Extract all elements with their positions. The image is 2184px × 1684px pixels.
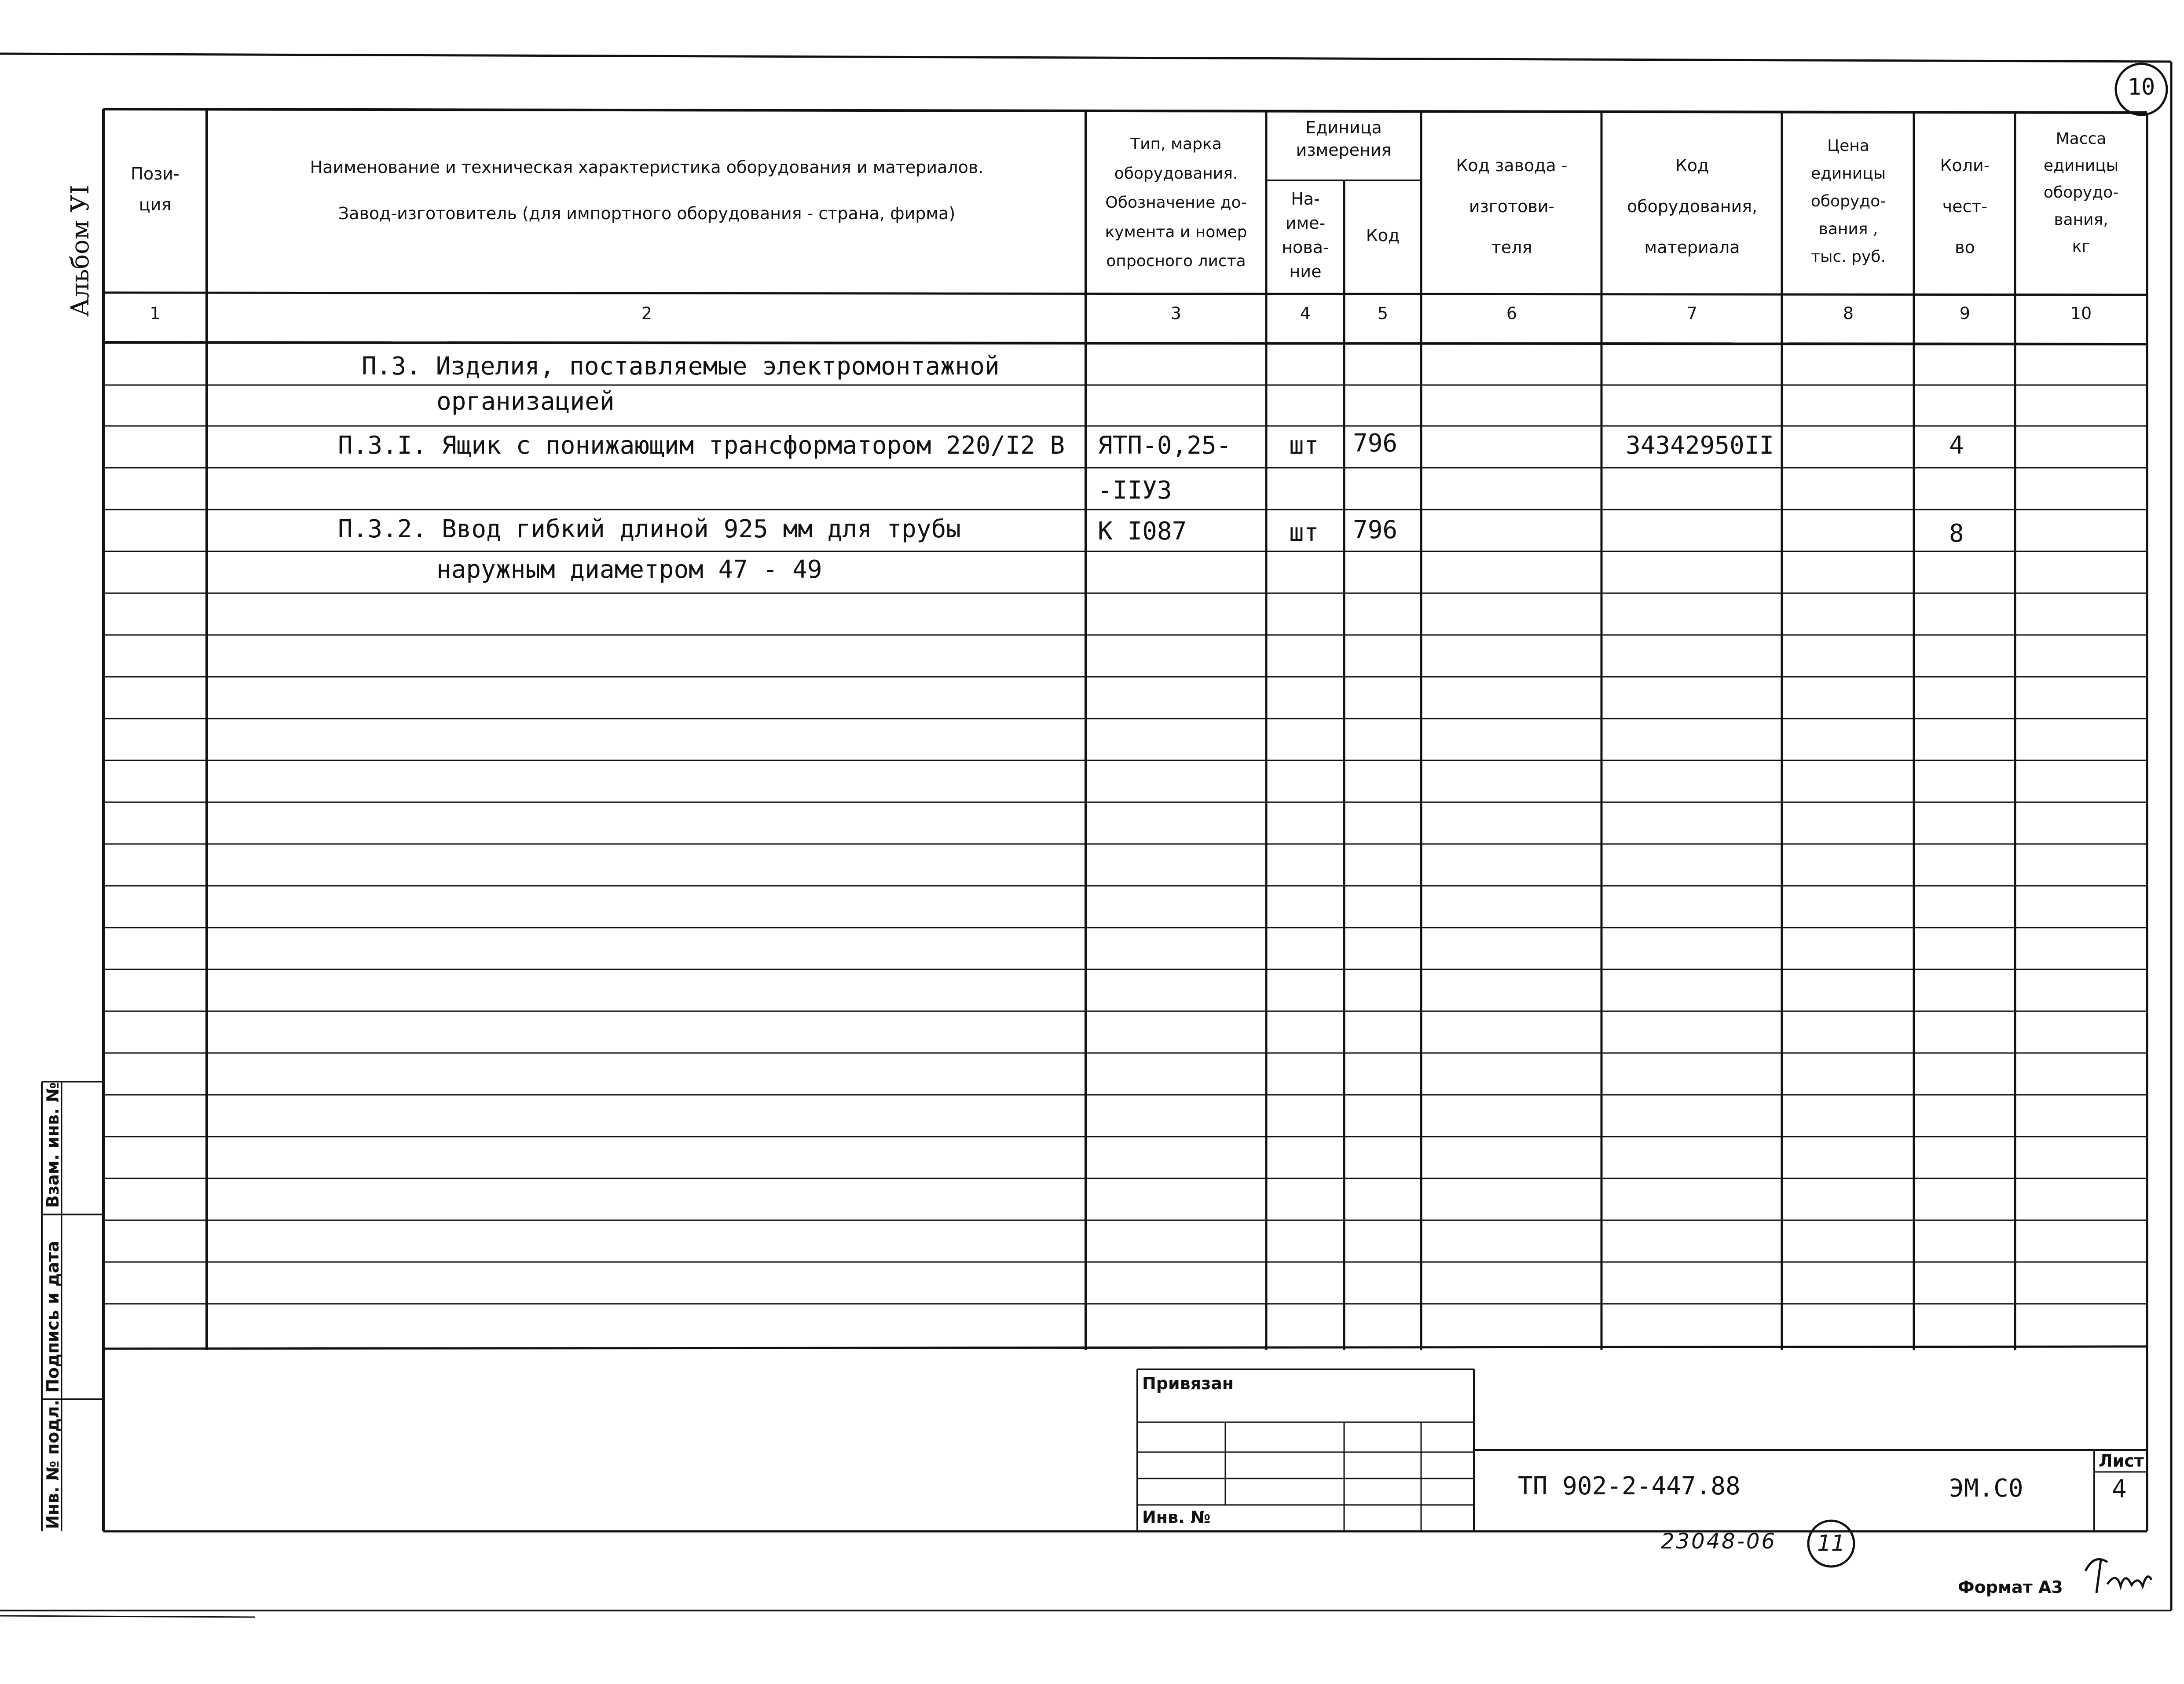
row-4-code: 796 <box>1353 516 1398 544</box>
colnum-2: 2 <box>641 304 652 323</box>
stamp-inv: Инв. № подл. <box>43 1399 62 1529</box>
row-4-unit: шт <box>1289 518 1319 547</box>
header-type: Тип, марка оборудования. Обозначение до- кумента и номер опросного листа <box>1105 135 1247 271</box>
document-code: ТП 902-2-447.88 <box>1518 1472 1741 1501</box>
header-plant-code: Код завода - изготови- теля <box>1456 156 1568 257</box>
colnum-7: 7 <box>1686 304 1698 323</box>
sheet-number: 4 <box>2112 1475 2127 1504</box>
header-quantity: Коли- чест- во <box>1940 156 1990 257</box>
header-name-line1: Наименование и техническая характеристика оборудования и материалов. <box>310 158 984 177</box>
header-price: Цена единицы оборудо- вания , тыс. руб. <box>1810 137 1886 266</box>
colnum-6: 6 <box>1506 304 1517 323</box>
row-2-code: 796 <box>1353 429 1398 458</box>
header-mass: Масса единицы оборудо- вания, кг <box>2043 130 2119 256</box>
signature-mark <box>2077 1545 2156 1602</box>
header-position: Пози- ция <box>131 164 180 215</box>
row-2-qty: 4 <box>1949 431 1964 460</box>
row-4-type: К I087 <box>1098 517 1187 546</box>
row-2-type: ЯТП-0,25- <box>1098 431 1231 460</box>
album-label: Альбом УI <box>66 185 95 317</box>
colnum-5: 5 <box>1377 304 1389 323</box>
stamp-podpis: Подпись и дата <box>43 1240 62 1393</box>
header-unit-name: На- име- нова- ние <box>1282 189 1329 282</box>
row-4-name: П.3.2. Ввод гибкий длиной 925 мм для трубы <box>338 515 961 543</box>
header-equipment-code: Код оборудования, материала <box>1627 156 1758 257</box>
colnum-1: 1 <box>150 304 161 323</box>
row-0-name: П.3. Изделия, поставляемые электромонтажной <box>362 352 1000 381</box>
row-1-name: организацией <box>436 387 615 416</box>
stamp-vzam: Взам. инв. № <box>43 1082 62 1208</box>
row-2-name: П.3.I. Ящик с понижающим трансформатором 220/I2 В <box>338 431 1065 460</box>
header-unit-group: Единица измерения <box>1296 118 1392 160</box>
sheet-label: Лист <box>2099 1451 2144 1471</box>
colnum-8: 8 <box>1843 304 1854 323</box>
header-unit-code: Код <box>1366 226 1400 245</box>
row-4-qty: 8 <box>1949 519 1964 548</box>
colnum-3: 3 <box>1170 304 1182 323</box>
row-3-type: -IIУ3 <box>1098 476 1172 505</box>
row-2-equip-code: 34342950II <box>1626 431 1774 460</box>
row-2-unit: шт <box>1289 431 1319 460</box>
sheet-badge: 10 <box>2127 74 2155 100</box>
archive-circle-number: 11 <box>1817 1530 1845 1556</box>
document-mark: ЭМ.С0 <box>1949 1474 2023 1503</box>
colnum-4: 4 <box>1300 304 1311 323</box>
colnum-9: 9 <box>1959 304 1971 323</box>
archive-number: 23048-06 <box>1661 1529 1777 1554</box>
colnum-10: 10 <box>2070 304 2092 323</box>
format-label: Формат А3 <box>1958 1578 2063 1597</box>
row-5-name: наружным диаметром 47 - 49 <box>436 555 822 584</box>
inv-no-label: Инв. № <box>1142 1508 1211 1527</box>
header-name-line2: Завод-изготовитель (для импортного оборудования - страна, фирма) <box>338 204 956 223</box>
privyazan-label: Привязан <box>1142 1374 1234 1393</box>
